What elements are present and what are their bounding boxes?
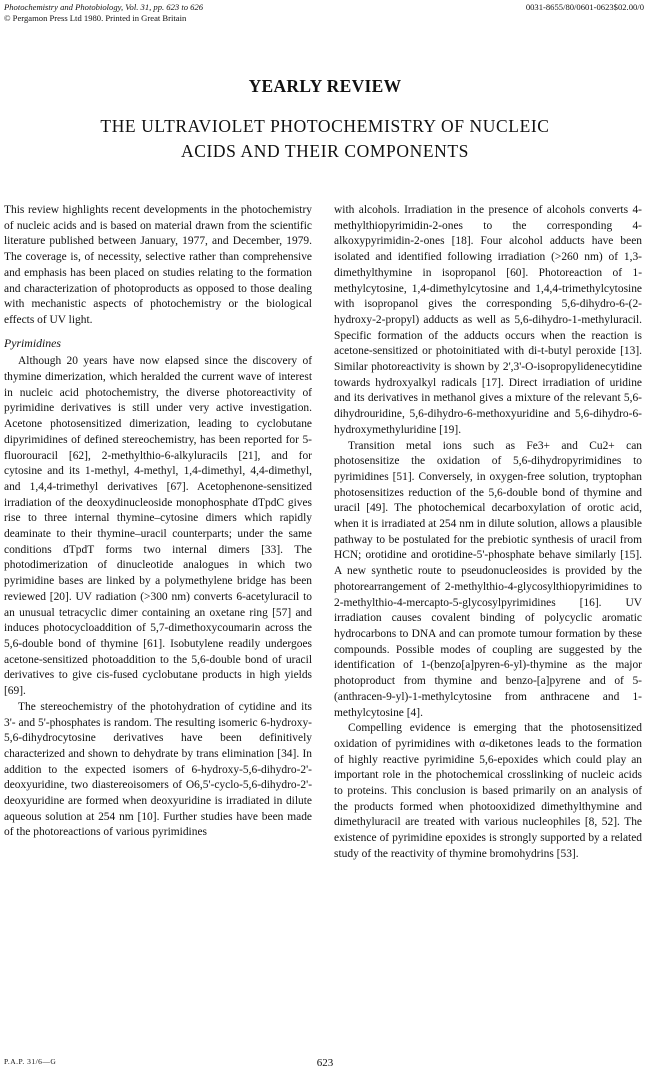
copyright-notice: © Pergamon Press Ltd 1980. Printed in Great Britain	[4, 13, 187, 23]
article-title	[0, 114, 650, 164]
article-title-line-2: ACIDS AND THEIR COMPONENTS	[180, 141, 469, 161]
body-paragraph: Compelling evidence is emerging that the photosensitized oxidation of pyrimidines with α-diketones leads to the formation of highly reactive pyrimidine 5,6-epoxides which could play an important role in the photochemical crosslinking of nucleic acids to proteins. This conclusion is based primarily on an analysis of the products formed when photooxidized dimethylthymine and dimethyluracil are treated with various nucleophiles [8, 52]. The existence of pyrimidine epoxides is strongly supported by a related study of the reactivity of thymine bromohydrins [53].	[334, 722, 642, 860]
running-header	[4, 2, 203, 24]
page-number: 623	[316, 1057, 334, 1069]
article-title-line-1: THE ULTRAVIOLET PHOTOCHEMISTRY OF NUCLEIC	[100, 116, 550, 136]
section-heading-pyrimidines: Pyrimidines	[4, 335, 62, 350]
body-paragraph: The stereochemistry of the photohydration of cytidine and its 3'- and 5'-phosphates is random. The resulting isomeric 6-hydroxy-5,6-dihydrocytosine derivatives have been definitively characterized and shown to dehydrate by trans elimination [34]. In addition to the expected isomers of 6-hydroxy-5,6-dihydro-2'-deoxyuridine, two diastereoisomers of O6,5'-cyclo-5,6-dihydro-2'-deoxyuridine are formed when deoxyuridine is irradiated in dilute aqueous solution at 254 nm [10]. Further studies have been made of the photoreactions of various pyrimidines	[4, 700, 312, 839]
section-kicker: YEARLY REVIEW	[248, 76, 402, 96]
intro-paragraph: This review highlights recent developments in the photochemistry of nucleic acids and is based on material drawn from the scientific literature published between January, 1977, and December, 1979. The coverage is, of necessity, selective rather than comprehensive and emphasis has been placed on studies relating to the formation and characterization of photoproducts as opposed to those dealing with mechanistic aspects of photochemistry or the biological effects of UV light.	[4, 204, 312, 326]
title-block	[0, 76, 650, 164]
article-code: 0031-8655/80/0601-0623$02.00/0	[525, 2, 644, 12]
left-column	[4, 203, 312, 841]
body-paragraph: Although 20 years have now elapsed since the discovery of thymine dimerization, which heralded the current wave of interest in nucleic acid photochemistry, the diverse photoreactivity of pyrimidine derivatives is still under very active investigation. Acetone photosensitized dimerization, leading to cyclobutane dipyrimidines of defined stereochemistry, has been reported for 5-fluorouracil [62], 2-methylthio-6-alkyluracils [21], and for cytosine and its 1-methyl, 4-methyl, 1,4-dimethyl, 4,4-dimethyl, and 1,4,4-trimethyl derivatives [67]. Acetophenone-sensitized irradiation of the deoxydinucleoside monophosphate dTpdC gives rise to three internal thymine–cytosine dimers which rapidly deaminate to their thymine–uracil counterparts; under the same conditions dTpdT forms two internal dimers [33]. The photodimerization of dinucleotide analogues in which two pyrimidine bases are linked by a polymethylene bridge has been reviewed [20]. UV radiation (>300 nm) converts 6-acetyluracil to an unusual tetracyclic dimer containing an oxetane ring [57] and induces photocycloaddition of 5,7-dimethoxycoumarin across the 5,6-double bond of thymine [61]. Isobutylene readily undergoes acetone-sensitized photoaddition to the 5,6-double bond of uracil derivatives to give cis-fused cyclobutane products in high yields [69].	[4, 355, 312, 698]
journal-citation: Photochemistry and Photobiology, Vol. 31, pp. 623 to 626	[4, 2, 204, 12]
footer-code: P.A.P. 31/6—G	[4, 1057, 57, 1066]
body-paragraph: Transition metal ions such as Fe3+ and Cu2+ can photosensitize the oxidation of 5,6-dihydropyrimidines to pyrimidines [51]. Conversely, in oxygen-free solution, tryptophan photosensitizes reduction of the 5,6-double bond of thymine and uracil [49]. The photochemical decarboxylation of orotic acid, when it is irradiated at 254 nm in dilute solution, allows a plausible pathway to be postulated for the prebiotic synthesis of uracil from HCN; orotidine and orotidine-5'-phosphate behave similarly [15]. A new synthetic route to pseudonucleosides is provided by the photorearrangement of 2-methylthio-4-glycosylthiopyrimidines to 2-methylthio-4-mercapto-5-glycosylpyrimidines [16]. UV irradiation causes covalent binding of polycyclic aromatic hydrocarbons to DNA and can promote tumour formation by these compounds. Possible modes of coupling are suggested by the identification of 1-(benzo[a]pyren-6-yl)-thymine as the major photoproduct from thymine and benzo-[a]pyrene and of 5-(anthracen-9-yl)-1-methylcytosine from anthracene and 1-methylcytosine [4].	[334, 439, 642, 719]
right-column	[334, 203, 642, 863]
body-paragraph: with alcohols. Irradiation in the presence of alcohols converts 4-methylthiopyrimidin-2-ones to the corresponding 4-alkoxypyrimidin-2-ones [18]. Four alcohol adducts have been isolated and identified following irradiation (>260 nm) of 1,3-dimethylthymine in isopropanol [60]. Photoreaction of 1-methylcytosine, 1,4-dimethylcytosine and 1,4,4-trimethylcytosine with isopropanol gives the corresponding 5,6-dihydro-6-(2-hydroxy-2-propyl) adducts as well as 5,6-dihydro-1-methyluracil. Specific formation of the adducts occurs when the reaction is acetone-sensitized or photoinitiated with di-t-butyl peroxide [13]. Similar photoreactivity is shown by 2',3'-O-isopropylidenecytidine towards hydroxyalkyl radicals [17]. Direct irradiation of uridine and its derivatives in methanol gives a mixture of the relevant 5,6-dihydrouridine, 5,6-dihydro-6-methoxyuridine and 5,6-dihydro-6-hydroxymethyluridine [19].	[334, 204, 642, 436]
